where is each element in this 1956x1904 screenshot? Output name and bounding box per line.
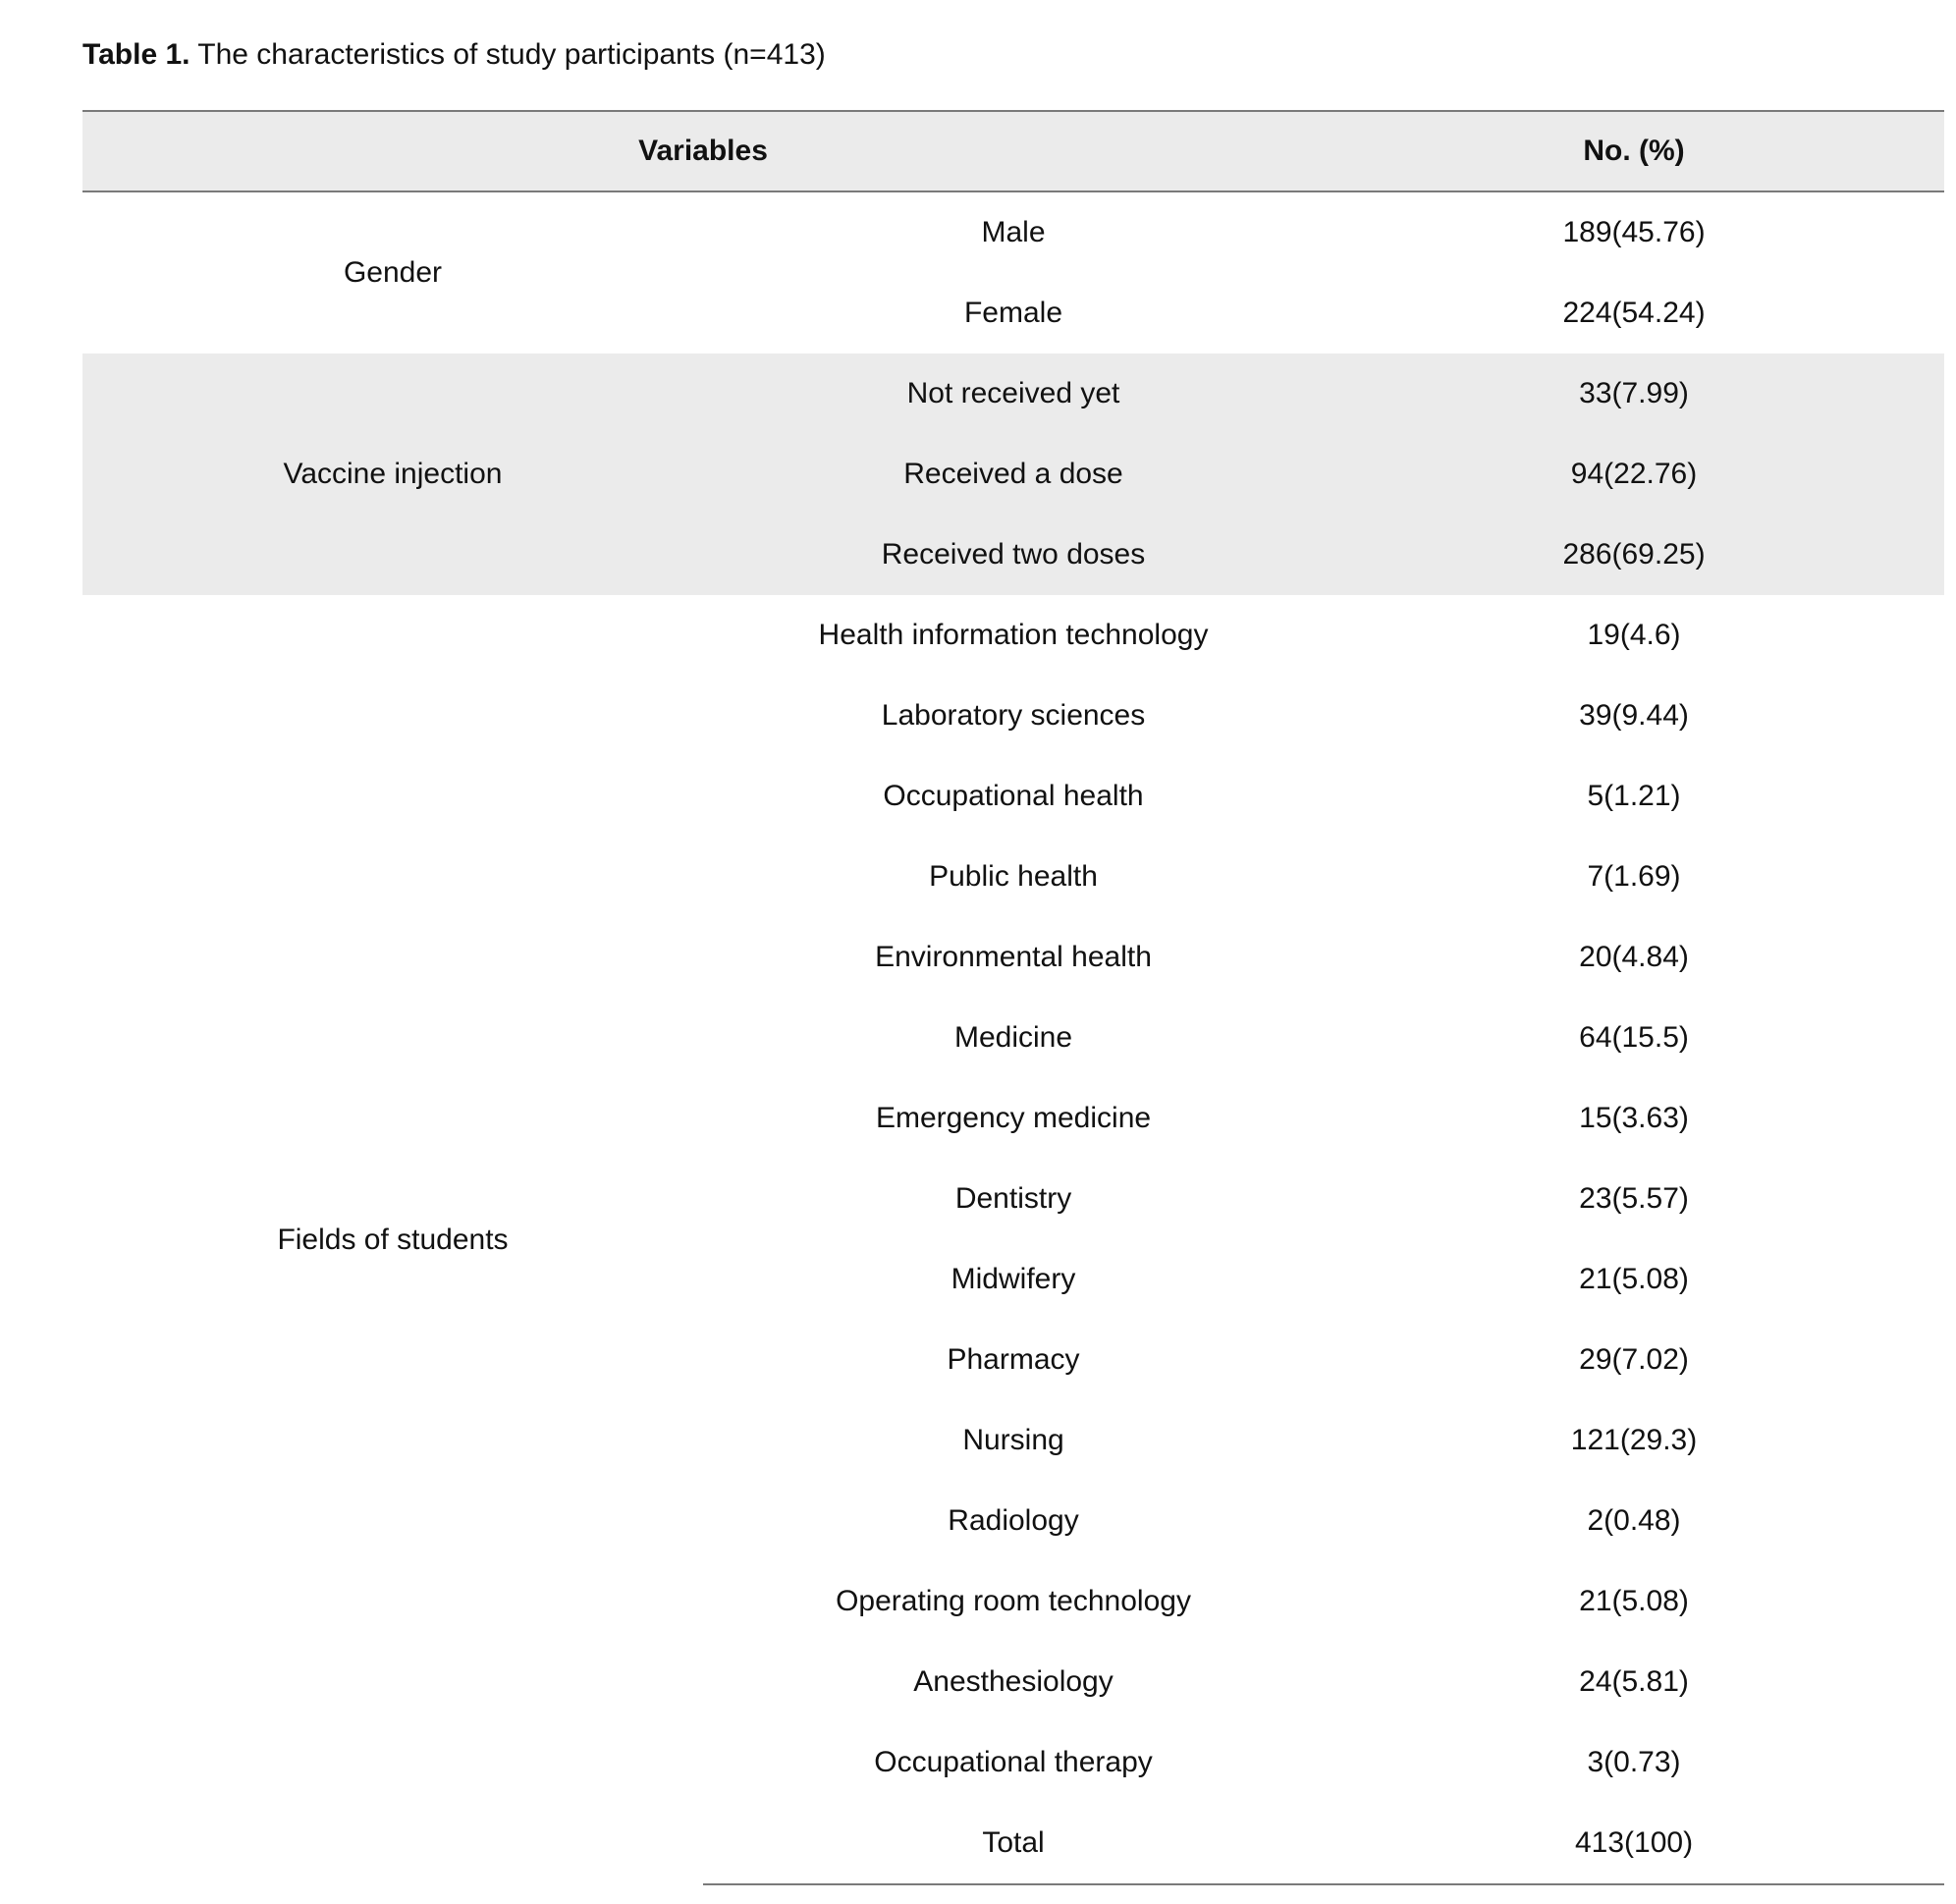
value-cell: 286(69.25) [1324, 515, 1944, 595]
value-cell: 2(0.48) [1587, 1504, 1681, 1537]
category-cell: Radiology [948, 1504, 1079, 1537]
header-variables: Variables [82, 111, 1324, 191]
header-count-percent: No. (%) [1324, 111, 1944, 191]
value-cell: 19(4.6) [1587, 619, 1681, 651]
category-cell: Health information technology [818, 619, 1209, 651]
value-cell: 39(9.44) [1579, 699, 1689, 732]
category-cell: Emergency medicine [875, 1102, 1152, 1134]
value-cell: 7(1.69) [1587, 860, 1681, 893]
category-cell: Public health [929, 860, 1098, 893]
category-cell: Occupational health [883, 780, 1144, 812]
category-cell: Received two doses [703, 515, 1324, 595]
table-row [82, 191, 1944, 273]
group-vaccine-injection [82, 354, 1944, 595]
table-header [82, 111, 1944, 191]
value-cell: 33(7.99) [1324, 354, 1944, 434]
category-cell: Dentistry [954, 1182, 1072, 1215]
value-cell: 413(100) [1324, 1803, 1944, 1884]
category-cell: Medicine [953, 1021, 1073, 1054]
category-cell: Environmental health [875, 941, 1152, 973]
table-row [82, 354, 1944, 434]
variable-name: Fields of students [277, 1223, 509, 1256]
value-cell: 94(22.76) [1324, 434, 1944, 515]
value-cell: 64(15.5) [1579, 1021, 1689, 1054]
value-cell: 189(45.76) [1562, 216, 1706, 248]
category-cell: Male [981, 216, 1046, 248]
category-cell: Occupational therapy [874, 1746, 1153, 1778]
value-cell: 5(1.21) [1587, 780, 1681, 812]
category-cell: Not received yet [703, 354, 1324, 434]
value-cell: 15(3.63) [1579, 1102, 1689, 1134]
group-gender [82, 191, 1944, 354]
value-cell: 24(5.81) [1579, 1665, 1689, 1698]
category-cell: Laboratory sciences [881, 699, 1146, 732]
value-cell: 121(29.3) [1570, 1424, 1698, 1456]
header-row [82, 111, 1944, 191]
group-fields-of-students [82, 595, 1944, 1884]
caption-label: Table 1. [82, 38, 190, 71]
category-cell: Pharmacy [947, 1343, 1080, 1376]
category-cell: Operating room technology [836, 1585, 1191, 1617]
value-cell: 23(5.57) [1579, 1182, 1689, 1215]
value-cell: 21(5.08) [1579, 1263, 1689, 1295]
value-cell: 29(7.02) [1579, 1343, 1689, 1376]
variable-name: Gender [343, 256, 443, 289]
value-cell: 21(5.08) [1579, 1585, 1689, 1617]
variable-name: Vaccine injection [82, 354, 703, 595]
category-cell: Nursing [962, 1424, 1064, 1456]
value-cell: 20(4.84) [1579, 941, 1689, 973]
category-cell: Received a dose [703, 434, 1324, 515]
value-cell: 224(54.24) [1562, 297, 1706, 329]
table-row [82, 595, 1944, 676]
category-cell: Female [963, 297, 1063, 329]
category-cell: Midwifery [951, 1263, 1076, 1295]
table-caption [82, 35, 826, 75]
category-cell: Total [703, 1803, 1324, 1884]
value-cell: 3(0.73) [1587, 1746, 1681, 1778]
caption-text: The characteristics of study participants (n=413) [190, 38, 826, 71]
category-cell: Anesthesiology [913, 1665, 1114, 1698]
table-container [82, 110, 1944, 1885]
characteristics-table [82, 110, 1944, 1885]
